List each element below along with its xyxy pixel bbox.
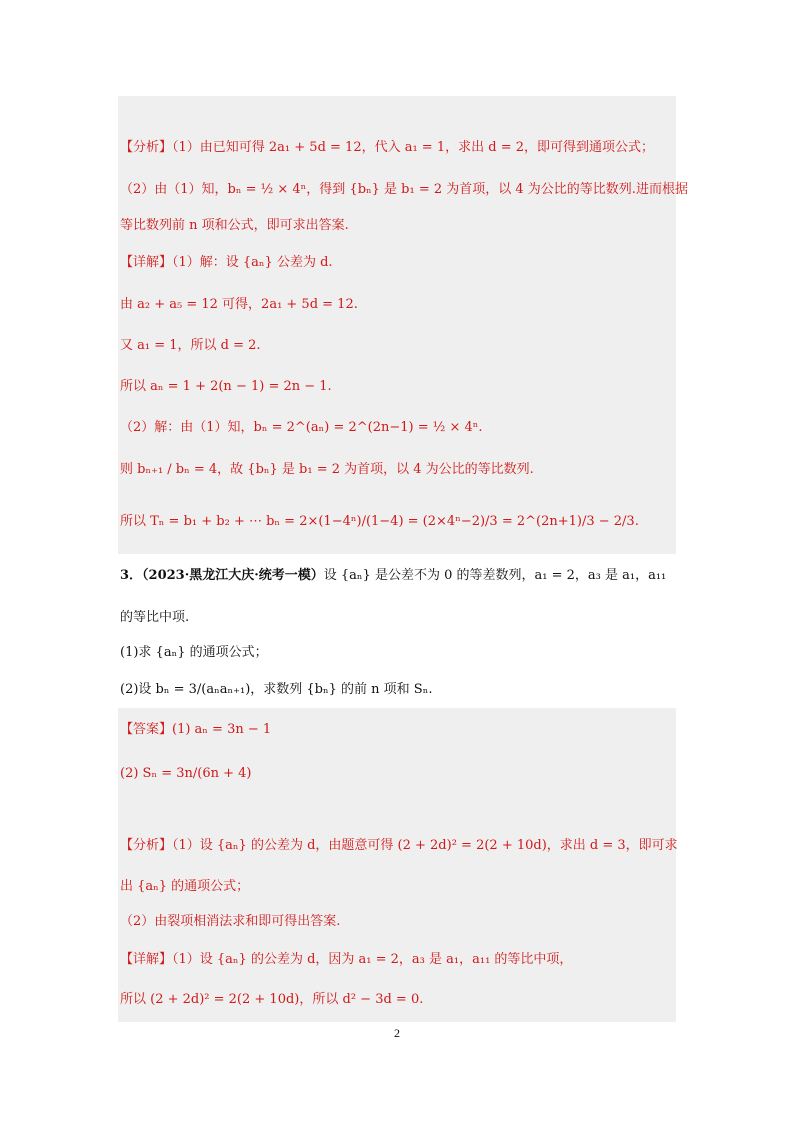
problem-source: （2023·黑龙江大庆·统考一模） <box>142 568 324 583</box>
detail1-line5: （2）解：由（1）知，bₙ = 2^(aₙ) = 2^(2n−1) = ½ × 4ⁿ. <box>120 420 483 435</box>
detail1-line2: 由 a₂ + a₅ = 12 可得，2a₁ + 5d = 12. <box>120 297 358 312</box>
detail3-line2: 所以 (2 + 2d)² = 2(2 + 10d)，所以 d² − 3d = 0. <box>120 992 424 1007</box>
problem3-question1: (1)求 {aₙ} 的通项公式； <box>120 645 268 660</box>
analysis1-line1: 【分析】（1）由已知可得 2a₁ + 5d = 12，代入 a₁ = 1，求出 d = 2，即可得到通项公式； <box>120 140 654 155</box>
detail3-line1: 【详解】（1）设 {aₙ} 的公差为 d，因为 a₁ = 2，a₃ 是 a₁，a₁₁ 的等比中项， <box>120 952 573 967</box>
page-number: 2 <box>394 1026 400 1040</box>
analysis3-line1: 【分析】（1）设 {aₙ} 的公差为 d，由题意可得 (2 + 2d)² = 2(2 + 10d)，求出 d = 3，即可求 <box>120 838 678 853</box>
detail1-line4: 所以 aₙ = 1 + 2(n − 1) = 2n − 1. <box>120 379 332 394</box>
solution-block-2 <box>118 708 676 1022</box>
detail1-line6: 则 bₙ₊₁ / bₙ = 4，故 {bₙ} 是 b₁ = 2 为首项，以 4 为公比的等比数列. <box>120 462 534 477</box>
analysis1-line3: 等比数列前 n 项和公式，即可求出答案. <box>120 218 349 233</box>
analysis1-line2: （2）由（1）知，bₙ = ½ × 4ⁿ，得到 {bₙ} 是 b₁ = 2 为首项，以 4 为公比的等比数列.进而根据 <box>120 182 688 197</box>
detail1-line1: 【详解】（1）解：设 {aₙ} 公差为 d. <box>120 255 333 270</box>
problem3-stem-line2: 的等比中项. <box>120 610 190 625</box>
problem-number: 3． <box>120 568 143 583</box>
detail1-line3: 又 a₁ = 1，所以 d = 2. <box>120 338 261 353</box>
problem3-stem-line1 <box>120 566 666 586</box>
answer3-line1: 【答案】(1) aₙ = 3n − 1 <box>120 722 272 737</box>
analysis3-line3: （2）由裂项相消法求和即可得出答案. <box>120 914 341 929</box>
problem-stem: 设 {aₙ} 是公差不为 0 的等差数列，a₁ = 2，a₃ 是 a₁，a₁₁ <box>323 568 667 583</box>
detail1-line7: 所以 Tₙ = b₁ + b₂ + ⋯ bₙ = 2×(1−4ⁿ)/(1−4) = (2×4ⁿ−2)/3 = 2^(2n+1)/3 − 2/3. <box>120 514 639 529</box>
analysis3-line2: 出 {aₙ} 的通项公式； <box>120 879 250 894</box>
solution-block-1 <box>118 96 676 554</box>
answer3-line2: (2) Sₙ = 3n/(6n + 4) <box>120 766 252 781</box>
problem3-question2: (2)设 bₙ = 3/(aₙaₙ₊₁)，求数列 {bₙ} 的前 n 项和 Sₙ. <box>120 682 433 697</box>
